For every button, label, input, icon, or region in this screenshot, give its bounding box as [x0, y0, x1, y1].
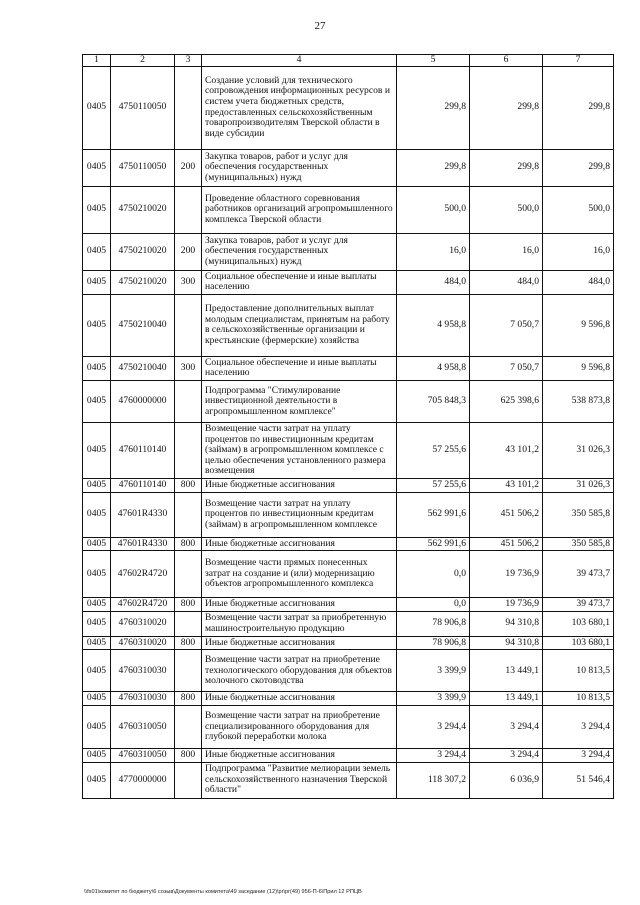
cell-target-article: 4750210020 [111, 270, 175, 294]
table-row [83, 492, 614, 537]
cell-item-name: Закупка товаров, работ и услуг для обеспечения государственных (муниципальных) нужд [202, 233, 397, 270]
cell-amount-col5: 705 848,3 [397, 380, 470, 422]
cell-amount-col7: 3 294,4 [543, 705, 614, 748]
cell-expense-type: 800 [175, 748, 202, 762]
cell-section-code: 0405 [83, 149, 111, 186]
cell-section-code: 0405 [83, 748, 111, 762]
table-row [83, 705, 614, 748]
header-cell-5: 5 [397, 55, 470, 67]
cell-amount-col7: 299,8 [543, 149, 614, 186]
cell-item-name: Возмещение части затрат на уплату процентов по инвестиционным кредитам (займам) в агропромышленном комплексе с целью обеспечения установленного размера возмещения [202, 422, 397, 478]
table-row [83, 748, 614, 762]
cell-section-code: 0405 [83, 380, 111, 422]
table-row [83, 598, 614, 612]
table-row [83, 270, 614, 294]
cell-amount-col7: 9 596,8 [543, 356, 614, 380]
cell-item-name: Возмещение части затрат за приобретенную машиностроительную продукцию [202, 611, 397, 636]
cell-amount-col5: 16,0 [397, 233, 470, 270]
cell-amount-col6: 43 101,2 [470, 422, 543, 478]
table-row [83, 636, 614, 650]
cell-amount-col6: 500,0 [470, 186, 543, 233]
table-row [83, 762, 614, 798]
table-body [83, 66, 614, 798]
cell-target-article: 4750210020 [111, 186, 175, 233]
cell-amount-col7: 51 546,4 [543, 762, 614, 798]
cell-item-name: Иные бюджетные ассигнования [202, 598, 397, 612]
cell-amount-col7: 103 680,1 [543, 636, 614, 650]
cell-amount-col5: 3 399,9 [397, 692, 470, 706]
cell-target-article: 4750110050 [111, 66, 175, 149]
cell-amount-col7: 10 813,5 [543, 692, 614, 706]
cell-amount-col7: 39 473,7 [543, 598, 614, 612]
cell-amount-col7: 39 473,7 [543, 551, 614, 598]
cell-item-name: Возмещение части затрат на уплату процентов по инвестиционным кредитам (займам) в агропромышленном комплексе [202, 492, 397, 537]
cell-target-article: 4750210040 [111, 356, 175, 380]
cell-target-article: 47602R4720 [111, 551, 175, 598]
cell-item-name: Иные бюджетные ассигнования [202, 692, 397, 706]
cell-section-code: 0405 [83, 762, 111, 798]
cell-item-name: Создание условий для технического сопровождения информационных ресурсов и систем учета бюджетных средств, предоставленных сельскохозяйственным товаропроизводителям Тверской области в виде субсидии [202, 66, 397, 149]
cell-target-article: 4760310020 [111, 636, 175, 650]
cell-expense-type: 800 [175, 636, 202, 650]
header-row [83, 55, 614, 67]
cell-item-name: Социальное обеспечение и иные выплаты населению [202, 270, 397, 294]
cell-amount-col7: 484,0 [543, 270, 614, 294]
footer-file-path: \\fs01\комитет по бюджету\6 созыв\Документы комитета\49 заседание (12)\pr\pr(49) 956-П-6\Прил 12 РПЦВ [84, 889, 362, 895]
cell-section-code: 0405 [83, 233, 111, 270]
cell-expense-type: 800 [175, 692, 202, 706]
cell-amount-col5: 78 906,8 [397, 611, 470, 636]
cell-expense-type [175, 705, 202, 748]
cell-amount-col6: 451 506,2 [470, 492, 543, 537]
header-cell-7: 7 [543, 55, 614, 67]
cell-amount-col6: 299,8 [470, 66, 543, 149]
cell-amount-col6: 19 736,9 [470, 598, 543, 612]
cell-amount-col5: 299,8 [397, 149, 470, 186]
cell-target-article: 4760000000 [111, 380, 175, 422]
cell-target-article: 4750210020 [111, 233, 175, 270]
cell-item-name: Проведение областного соревнования работников организаций агропромышленного комплекса Тверской области [202, 186, 397, 233]
cell-expense-type [175, 492, 202, 537]
cell-expense-type [175, 380, 202, 422]
cell-expense-type [175, 650, 202, 692]
cell-amount-col6: 3 294,4 [470, 705, 543, 748]
cell-target-article: 4760110140 [111, 422, 175, 478]
table-row [83, 537, 614, 551]
cell-expense-type: 800 [175, 478, 202, 492]
cell-expense-type: 200 [175, 149, 202, 186]
cell-target-article: 4760310020 [111, 611, 175, 636]
cell-section-code: 0405 [83, 294, 111, 356]
cell-item-name: Возмещение части затрат на приобретение специализированного оборудования для глубокой переработки молока [202, 705, 397, 748]
cell-amount-col5: 500,0 [397, 186, 470, 233]
cell-amount-col6: 484,0 [470, 270, 543, 294]
table-row [83, 611, 614, 636]
cell-amount-col5: 299,8 [397, 66, 470, 149]
cell-amount-col7: 31 026,3 [543, 422, 614, 478]
cell-amount-col5: 118 307,2 [397, 762, 470, 798]
table-row [83, 692, 614, 706]
table-row [83, 356, 614, 380]
header-cell-3: 3 [175, 55, 202, 67]
cell-target-article: 4760110140 [111, 478, 175, 492]
cell-amount-col5: 57 255,6 [397, 478, 470, 492]
cell-amount-col7: 299,8 [543, 66, 614, 149]
cell-expense-type [175, 551, 202, 598]
cell-amount-col6: 94 310,8 [470, 636, 543, 650]
budget-table [82, 54, 614, 799]
cell-item-name: Закупка товаров, работ и услуг для обеспечения государственных (муниципальных) нужд [202, 149, 397, 186]
table-row [83, 422, 614, 478]
table-row [83, 294, 614, 356]
cell-target-article: 4750210040 [111, 294, 175, 356]
cell-item-name: Социальное обеспечение и иные выплаты населению [202, 356, 397, 380]
cell-item-name: Иные бюджетные ассигнования [202, 537, 397, 551]
cell-section-code: 0405 [83, 537, 111, 551]
table-row [83, 478, 614, 492]
cell-section-code: 0405 [83, 598, 111, 612]
cell-section-code: 0405 [83, 611, 111, 636]
cell-amount-col5: 562 991,6 [397, 537, 470, 551]
cell-amount-col5: 4 958,8 [397, 356, 470, 380]
cell-expense-type: 800 [175, 598, 202, 612]
cell-amount-col5: 57 255,6 [397, 422, 470, 478]
cell-amount-col6: 94 310,8 [470, 611, 543, 636]
cell-item-name: Подпрограмма "Развитие мелиорации земель сельскохозяйственного назначения Тверской области" [202, 762, 397, 798]
cell-amount-col7: 500,0 [543, 186, 614, 233]
header-cell-1: 1 [83, 55, 111, 67]
cell-section-code: 0405 [83, 650, 111, 692]
table-row [83, 66, 614, 149]
cell-item-name: Подпрограмма "Стимулирование инвестиционной деятельности в агропромышленном комплексе" [202, 380, 397, 422]
cell-amount-col6: 16,0 [470, 233, 543, 270]
cell-target-article: 4760310030 [111, 692, 175, 706]
cell-amount-col7: 350 585,8 [543, 492, 614, 537]
cell-amount-col6: 625 398,6 [470, 380, 543, 422]
cell-amount-col5: 0,0 [397, 598, 470, 612]
cell-amount-col5: 3 399,9 [397, 650, 470, 692]
cell-amount-col7: 16,0 [543, 233, 614, 270]
cell-amount-col6: 13 449,1 [470, 650, 543, 692]
page-number: 27 [314, 20, 326, 32]
cell-amount-col7: 9 596,8 [543, 294, 614, 356]
cell-amount-col7: 103 680,1 [543, 611, 614, 636]
cell-amount-col7: 3 294,4 [543, 748, 614, 762]
table-row [83, 380, 614, 422]
cell-expense-type: 300 [175, 270, 202, 294]
cell-item-name: Иные бюджетные ассигнования [202, 636, 397, 650]
table-row [83, 650, 614, 692]
cell-section-code: 0405 [83, 492, 111, 537]
header-cell-6: 6 [470, 55, 543, 67]
cell-amount-col7: 31 026,3 [543, 478, 614, 492]
cell-item-name: Иные бюджетные ассигнования [202, 748, 397, 762]
cell-target-article: 4760310050 [111, 748, 175, 762]
cell-amount-col7: 538 873,8 [543, 380, 614, 422]
cell-section-code: 0405 [83, 692, 111, 706]
cell-target-article: 47601R4330 [111, 537, 175, 551]
cell-amount-col5: 484,0 [397, 270, 470, 294]
cell-amount-col6: 3 294,4 [470, 748, 543, 762]
cell-section-code: 0405 [83, 705, 111, 748]
cell-section-code: 0405 [83, 551, 111, 598]
table-row [83, 149, 614, 186]
table-row [83, 233, 614, 270]
cell-item-name: Возмещение части затрат на приобретение технологического оборудования для объектов молочного скотоводства [202, 650, 397, 692]
cell-amount-col7: 10 813,5 [543, 650, 614, 692]
cell-target-article: 4750110050 [111, 149, 175, 186]
cell-amount-col6: 13 449,1 [470, 692, 543, 706]
cell-amount-col6: 19 736,9 [470, 551, 543, 598]
cell-expense-type: 200 [175, 233, 202, 270]
cell-section-code: 0405 [83, 636, 111, 650]
cell-section-code: 0405 [83, 186, 111, 233]
cell-section-code: 0405 [83, 66, 111, 149]
cell-amount-col6: 7 050,7 [470, 356, 543, 380]
cell-target-article: 4760310050 [111, 705, 175, 748]
cell-target-article: 47602R4720 [111, 598, 175, 612]
cell-target-article: 4760310030 [111, 650, 175, 692]
cell-item-name: Возмещение части прямых понесенных затрат на создание и (или) модернизацию объектов агропромышленного комплекса [202, 551, 397, 598]
cell-expense-type: 800 [175, 537, 202, 551]
cell-target-article: 47601R4330 [111, 492, 175, 537]
cell-expense-type [175, 186, 202, 233]
cell-amount-col6: 299,8 [470, 149, 543, 186]
cell-amount-col6: 451 506,2 [470, 537, 543, 551]
cell-amount-col6: 43 101,2 [470, 478, 543, 492]
cell-section-code: 0405 [83, 356, 111, 380]
cell-item-name: Предоставление дополнительных выплат молодым специалистам, принятым на работу в сельскохозяйственные организации и крестьянские (фермерские) хозяйства [202, 294, 397, 356]
cell-amount-col5: 78 906,8 [397, 636, 470, 650]
cell-expense-type [175, 762, 202, 798]
cell-section-code: 0405 [83, 478, 111, 492]
cell-amount-col6: 6 036,9 [470, 762, 543, 798]
cell-expense-type [175, 294, 202, 356]
cell-amount-col6: 7 050,7 [470, 294, 543, 356]
header-cell-4: 4 [202, 55, 397, 67]
cell-amount-col5: 4 958,8 [397, 294, 470, 356]
cell-amount-col5: 562 991,6 [397, 492, 470, 537]
cell-expense-type: 300 [175, 356, 202, 380]
cell-amount-col7: 350 585,8 [543, 537, 614, 551]
cell-expense-type [175, 66, 202, 149]
cell-expense-type [175, 611, 202, 636]
cell-section-code: 0405 [83, 422, 111, 478]
table-row [83, 186, 614, 233]
cell-target-article: 4770000000 [111, 762, 175, 798]
table-row [83, 551, 614, 598]
cell-amount-col5: 0,0 [397, 551, 470, 598]
cell-item-name: Иные бюджетные ассигнования [202, 478, 397, 492]
cell-amount-col5: 3 294,4 [397, 705, 470, 748]
cell-amount-col5: 3 294,4 [397, 748, 470, 762]
cell-expense-type [175, 422, 202, 478]
header-cell-2: 2 [111, 55, 175, 67]
cell-section-code: 0405 [83, 270, 111, 294]
